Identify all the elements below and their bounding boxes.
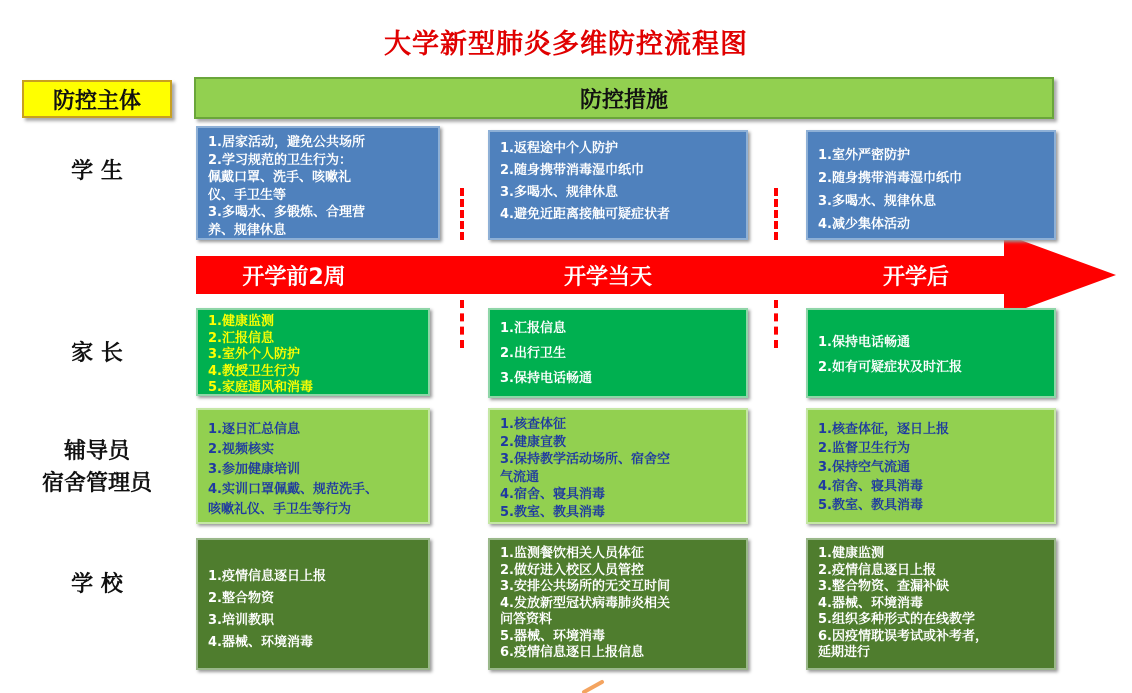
- counselor-box-after: 1.核查体征，逐日上报 2.监督卫生行为 3.保持空气流通 4.宿舍、寝具消毒 5.教室、教具消毒: [806, 408, 1056, 524]
- subject-header: 防控主体: [22, 80, 172, 118]
- parent-box-before: 1.健康监测 2.汇报信息 3.室外个人防护 4.教授卫生行为 5.家庭通风和消毒: [196, 308, 430, 396]
- parent-box-day: 1.汇报信息 2.出行卫生 3.保持电话畅通: [488, 308, 748, 398]
- row-label-counselor-line2: 宿舍管理员: [41, 471, 152, 496]
- divider-upper-1: [460, 188, 464, 240]
- row-label-parent: 家 长: [71, 341, 123, 366]
- stage-label-after: 开学后: [882, 265, 949, 290]
- measures-header: 防控措施: [194, 77, 1054, 119]
- counselor-box-day: 1.核查体征 2.健康宣教 3.保持教学活动场所、宿舍空 气流通 4.宿舍、寝具消毒 5.教室、教具消毒: [488, 408, 748, 524]
- school-box-before: 1.疫情信息逐日上报 2.整合物资 3.培训教职 4.器械、环境消毒: [196, 538, 430, 670]
- student-box-before: 1.居家活动，避免公共场所 2.学习规范的卫生行为： 佩戴口罩、洗手、咳嗽礼 仪、手卫生等 3.多喝水、多锻炼、合理营 养、规律休息: [196, 126, 440, 240]
- student-box-after: 1.室外严密防护 2.随身携带消毒湿巾纸巾 3.多喝水、规律休息 4.减少集体活动: [806, 130, 1056, 240]
- row-label-counselor: [22, 436, 172, 500]
- row-label-school: 学 校: [71, 572, 123, 597]
- school-box-day: 1.监测餐饮相关人员体征 2.做好进入校区人员管控 3.安排公共场所的无交互时间 4.发放新型冠状病毒肺炎相关 问答资料 5.器械、环境消毒 6.疫情信息逐日上报信息: [488, 538, 748, 670]
- stage-label-day: 开学当天: [563, 265, 652, 290]
- student-box-day: 1.返程途中个人防护 2.随身携带消毒湿巾纸巾 3.多喝水、规律休息 4.避免近距离接触可疑症状者: [488, 130, 748, 240]
- divider-lower-1: [460, 300, 464, 348]
- page-title: 大学新型肺炎多维防控流程图: [384, 29, 748, 60]
- counselor-box-before: 1.逐日汇总信息 2.视频核实 3.参加健康培训 4.实训口罩佩戴、规范洗手、 咳嗽礼仪、手卫生等行为: [196, 408, 430, 524]
- divider-upper-2: [774, 188, 778, 240]
- parent-box-after: 1.保持电话畅通 2.如有可疑症状及时汇报: [806, 308, 1056, 398]
- school-box-after: 1.健康监测 2.疫情信息逐日上报 3.整合物资、查漏补缺 4.器械、环境消毒 5.组织多种形式的在线教学 6.因疫情耽误考试或补考者， 延期进行: [806, 538, 1056, 670]
- row-label-student: 学 生: [71, 159, 123, 184]
- divider-lower-2: [774, 300, 778, 348]
- row-label-counselor-line1: 辅导员: [63, 439, 130, 464]
- bottom-arrow-fragment-icon: [580, 676, 620, 693]
- stage-label-before: 开学前2周: [242, 265, 346, 290]
